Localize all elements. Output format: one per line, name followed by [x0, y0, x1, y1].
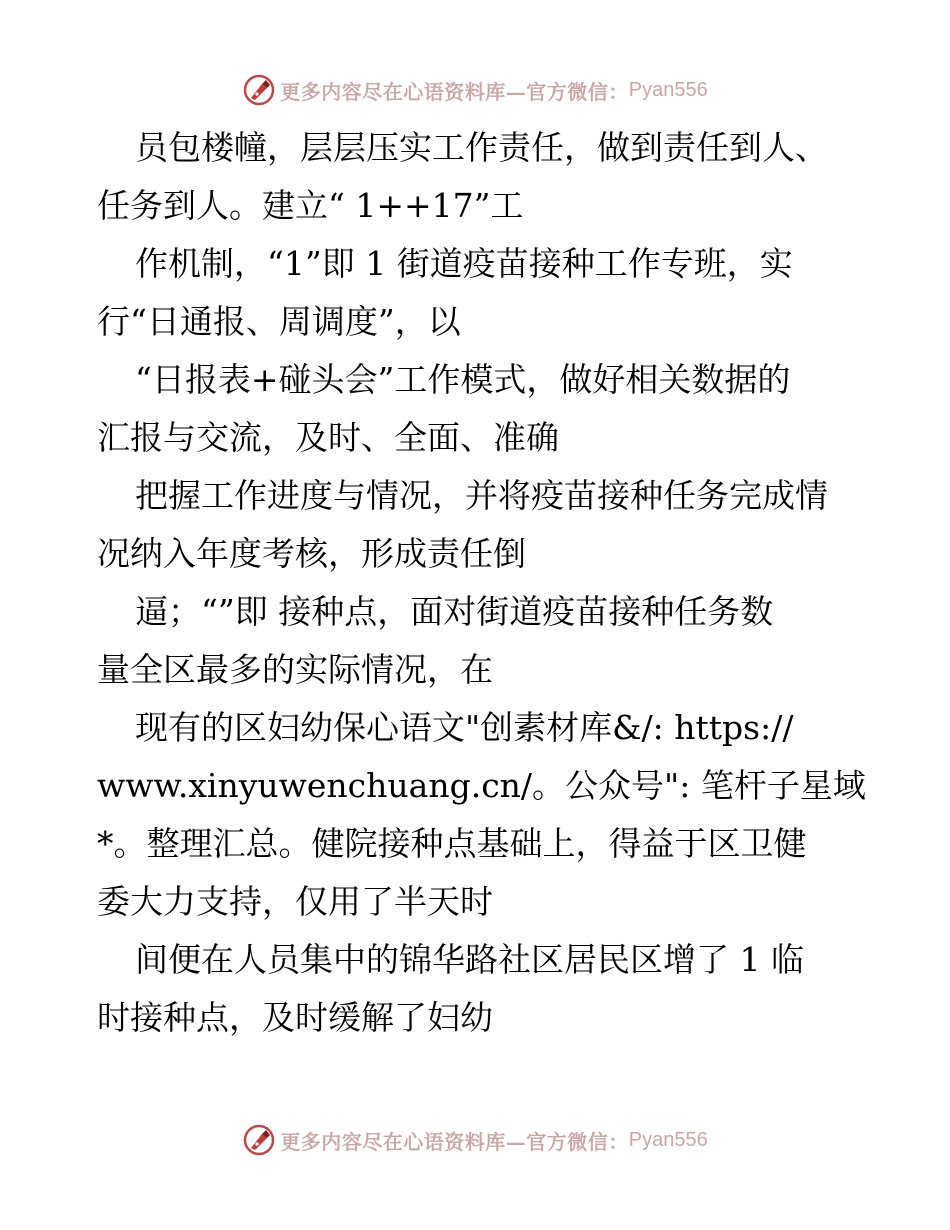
text-line: 量全区最多的实际情况，在: [97, 650, 493, 689]
watermark-wechat-id: Pyan556: [628, 78, 708, 101]
watermark-wechat-id: Pyan556: [628, 1128, 708, 1151]
text-line: 把握工作进度与情况，并将疫苗接种任务完成情: [135, 476, 828, 515]
text-line: 员包楼幢，层层压实工作责任，做到责任到人、: [135, 128, 828, 167]
footer-watermark: [0, 1120, 950, 1160]
text-line: 作机制，“1”即 1 街道疫苗接种工作专班，实: [135, 244, 793, 283]
watermark-text: 更多内容尽在心语资料库—官方微信：: [280, 1129, 629, 1154]
text-line: 委大力支持，仅用了半天时: [97, 882, 493, 921]
text-line: “日报表+碰头会”工作模式，做好相关数据的: [135, 360, 791, 399]
text-line: 现有的区妇幼保心语文"创素材库&/: https://: [135, 708, 794, 747]
header-watermark: [0, 70, 950, 110]
pen-nib-logo-icon: [242, 1123, 276, 1157]
text-line: *。整理汇总。健院接种点基础上，得益于区卫健: [97, 824, 807, 863]
text-line: 行“日通报、周调度”，以: [97, 302, 461, 341]
pen-nib-logo-icon: [242, 73, 276, 107]
watermark-text: 更多内容尽在心语资料库—官方微信：: [280, 79, 629, 104]
text-line: 汇报与交流，及时、全面、准确: [97, 418, 559, 457]
text-line: 况纳入年度考核，形成责任倒: [97, 534, 526, 573]
text-line: 逼；“”即 接种点，面对街道疫苗接种任务数: [135, 592, 774, 631]
text-line: 时接种点，及时缓解了妇幼: [97, 998, 493, 1037]
text-line: 任务到人。建立“ 1++17”工: [97, 186, 524, 225]
text-line: www.xinyuwenchuang.cn/。公众号": 笔杆子星域: [97, 766, 866, 805]
text-line: 间便在人员集中的锦华路社区居民区增了 1 临: [135, 940, 804, 979]
